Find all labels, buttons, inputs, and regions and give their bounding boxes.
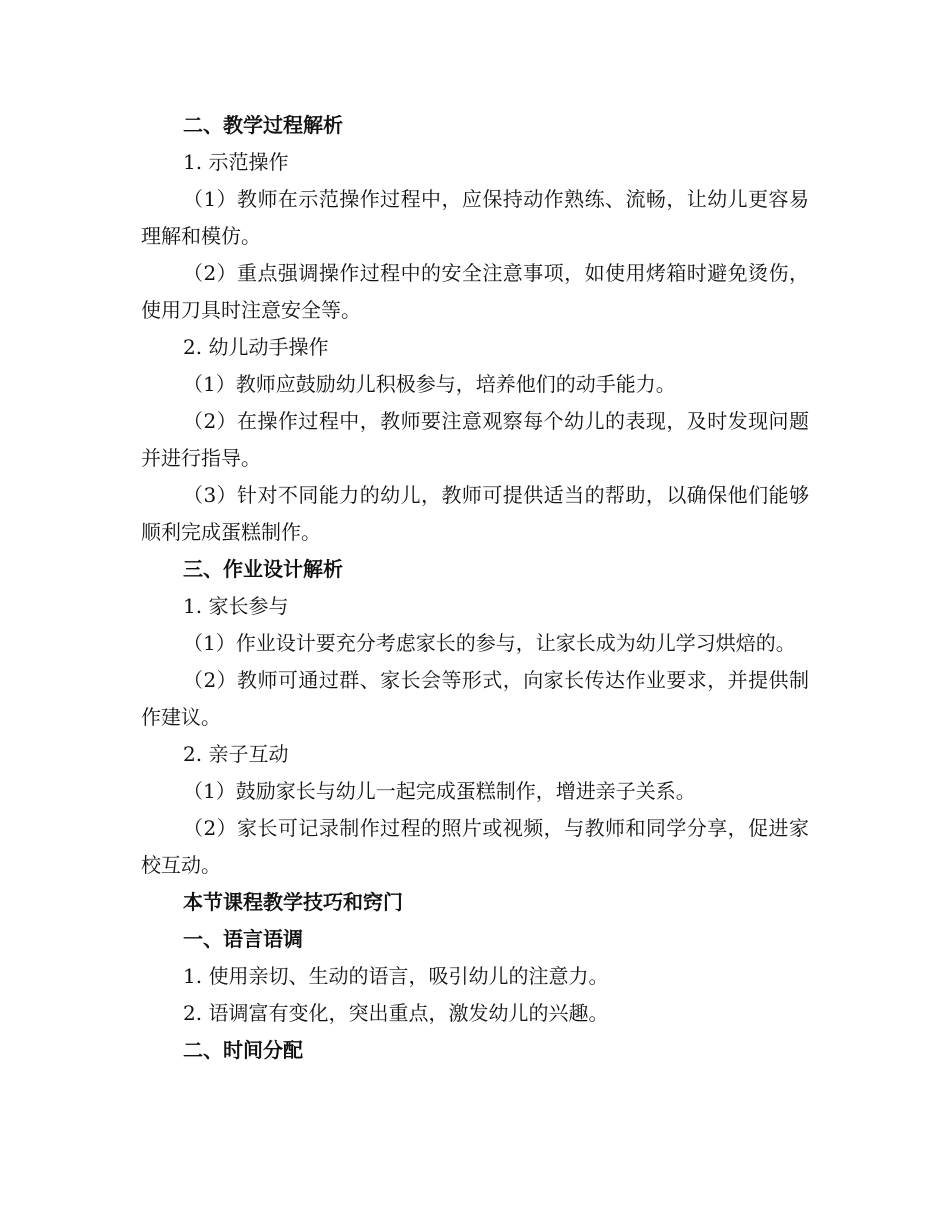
paragraph: （1）鼓励家长与幼儿一起完成蛋糕制作，增进亲子关系。 xyxy=(183,779,696,803)
subsection-parent-participation: 1. 家长参与 xyxy=(183,594,289,618)
subsection-hands-on: 2. 幼儿动手操作 xyxy=(183,335,329,359)
paragraph: （1）教师应鼓励幼儿积极参与，培养他们的动手能力。 xyxy=(183,372,676,396)
list-item: 1. 使用亲切、生动的语言，吸引幼儿的注意力。 xyxy=(183,964,609,988)
paragraph: （2）家长可记录制作过程的照片或视频，与教师和同学分享，促进家校互动。 xyxy=(141,816,809,877)
section-heading-language-tone: 一、语言语调 xyxy=(183,927,303,951)
paragraph: （2）教师可通过群、家长会等形式，向家长传达作业要求，并提供制作建议。 xyxy=(141,668,809,729)
section-heading-teaching-process: 二、教学过程解析 xyxy=(183,113,343,137)
paragraph: （2）在操作过程中，教师要注意观察每个幼儿的表现，及时发现问题并进行指导。 xyxy=(141,409,809,470)
section-heading-time-allocation: 二、时间分配 xyxy=(183,1038,303,1062)
subsection-demonstration: 1. 示范操作 xyxy=(183,150,289,174)
paragraph: （3）针对不同能力的幼儿，教师可提供适当的帮助，以确保他们能够顺利完成蛋糕制作。 xyxy=(141,483,809,544)
paragraph: （1）作业设计要充分考虑家长的参与，让家长成为幼儿学习烘焙的。 xyxy=(183,631,796,655)
paragraph: （1）教师在示范操作过程中，应保持动作熟练、流畅，让幼儿更容易理解和模仿。 xyxy=(141,187,809,248)
section-heading-homework-design: 三、作业设计解析 xyxy=(183,557,343,581)
paragraph: （2）重点强调操作过程中的安全注意事项，如使用烤箱时避免烫伤，使用刀具时注意安全等。 xyxy=(141,261,809,322)
document-body xyxy=(141,107,809,1069)
section-heading-teaching-tips: 本节课程教学技巧和窍门 xyxy=(183,890,403,914)
subsection-parent-child-interaction: 2. 亲子互动 xyxy=(183,742,289,766)
list-item: 2. 语调富有变化，突出重点，激发幼儿的兴趣。 xyxy=(183,1001,609,1025)
